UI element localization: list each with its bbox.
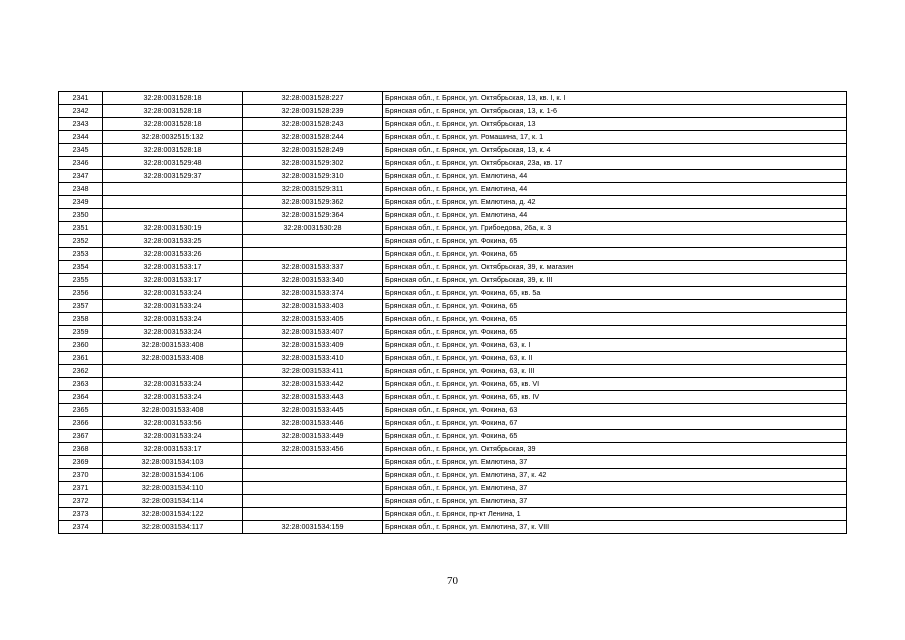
parcel-number-cell: 32:28:0031528:18 (103, 118, 243, 131)
parcel-number-cell: 32:28:0031530:19 (103, 222, 243, 235)
parcel-number-cell: 32:28:0031533:24 (103, 326, 243, 339)
object-number-cell: 32:28:0031528:239 (243, 105, 383, 118)
address-cell: Брянская обл., г. Брянск, ул. Фокина, 65, кв. IV (383, 391, 847, 404)
parcel-number-cell: 32:28:0031533:17 (103, 443, 243, 456)
table-row (59, 495, 847, 508)
table-row (59, 313, 847, 326)
address-cell: Брянская обл., г. Брянск, ул. Фокина, 65, кв. VI (383, 378, 847, 391)
row-number-cell: 2350 (59, 209, 103, 222)
table-body (59, 92, 847, 534)
object-number-cell: 32:28:0031533:403 (243, 300, 383, 313)
row-number-cell: 2374 (59, 521, 103, 534)
row-number-cell: 2372 (59, 495, 103, 508)
object-number-cell: 32:28:0031533:456 (243, 443, 383, 456)
parcel-number-cell: 32:28:0031534:114 (103, 495, 243, 508)
row-number-cell: 2356 (59, 287, 103, 300)
row-number-cell: 2345 (59, 144, 103, 157)
object-number-cell (243, 495, 383, 508)
object-number-cell: 32:28:0031533:374 (243, 287, 383, 300)
row-number-cell: 2353 (59, 248, 103, 261)
object-number-cell: 32:28:0031528:227 (243, 92, 383, 105)
row-number-cell: 2367 (59, 430, 103, 443)
object-number-cell: 32:28:0031533:445 (243, 404, 383, 417)
row-number-cell: 2357 (59, 300, 103, 313)
parcel-number-cell: 32:28:0031534:110 (103, 482, 243, 495)
row-number-cell: 2358 (59, 313, 103, 326)
parcel-number-cell: 32:28:0031534:122 (103, 508, 243, 521)
table-row (59, 443, 847, 456)
parcel-number-cell: 32:28:0031534:106 (103, 469, 243, 482)
parcel-number-cell (103, 196, 243, 209)
object-number-cell (243, 235, 383, 248)
parcel-number-cell: 32:28:0031533:17 (103, 261, 243, 274)
row-number-cell: 2360 (59, 339, 103, 352)
parcel-number-cell: 32:28:0031533:56 (103, 417, 243, 430)
parcel-number-cell: 32:28:0031528:18 (103, 92, 243, 105)
address-cell: Брянская обл., г. Брянск, ул. Фокина, 67 (383, 417, 847, 430)
address-cell: Брянская обл., г. Брянск, ул. Октябрьская, 39 (383, 443, 847, 456)
object-number-cell: 32:28:0031533:337 (243, 261, 383, 274)
address-cell: Брянская обл., г. Брянск, ул. Емлютина, 44 (383, 209, 847, 222)
parcel-number-cell: 32:28:0031533:25 (103, 235, 243, 248)
object-number-cell: 32:28:0031533:411 (243, 365, 383, 378)
row-number-cell: 2341 (59, 92, 103, 105)
table-row (59, 417, 847, 430)
object-number-cell: 32:28:0031528:243 (243, 118, 383, 131)
parcel-number-cell: 32:28:0031528:18 (103, 105, 243, 118)
table-row (59, 430, 847, 443)
object-number-cell: 32:28:0031528:244 (243, 131, 383, 144)
cadastral-table (58, 91, 847, 534)
address-cell: Брянская обл., г. Брянск, ул. Октябрьская, 13 (383, 118, 847, 131)
address-cell: Брянская обл., г. Брянск, ул. Фокина, 65 (383, 235, 847, 248)
row-number-cell: 2349 (59, 196, 103, 209)
parcel-number-cell: 32:28:0031533:408 (103, 339, 243, 352)
parcel-number-cell: 32:28:0031533:26 (103, 248, 243, 261)
address-cell: Брянская обл., г. Брянск, ул. Фокина, 65 (383, 313, 847, 326)
row-number-cell: 2359 (59, 326, 103, 339)
parcel-number-cell: 32:28:0031534:103 (103, 456, 243, 469)
object-number-cell: 32:28:0031533:407 (243, 326, 383, 339)
row-number-cell: 2365 (59, 404, 103, 417)
address-cell: Брянская обл., г. Брянск, пр-кт Ленина, 1 (383, 508, 847, 521)
parcel-number-cell: 32:28:0031533:24 (103, 287, 243, 300)
parcel-number-cell: 32:28:0031528:18 (103, 144, 243, 157)
table-row (59, 521, 847, 534)
address-cell: Брянская обл., г. Брянск, ул. Фокина, 65 (383, 430, 847, 443)
address-cell: Брянская обл., г. Брянск, ул. Фокина, 65 (383, 326, 847, 339)
parcel-number-cell: 32:28:0031533:17 (103, 274, 243, 287)
table-row (59, 105, 847, 118)
table-row (59, 508, 847, 521)
row-number-cell: 2354 (59, 261, 103, 274)
parcel-number-cell: 32:28:0031533:24 (103, 378, 243, 391)
table-row (59, 391, 847, 404)
address-cell: Брянская обл., г. Брянск, ул. Емлютина, 37 (383, 482, 847, 495)
table-row (59, 170, 847, 183)
table-row (59, 248, 847, 261)
address-cell: Брянская обл., г. Брянск, ул. Емлютина, 44 (383, 170, 847, 183)
address-cell: Брянская обл., г. Брянск, ул. Грибоедова, 26а, к. 3 (383, 222, 847, 235)
object-number-cell: 32:28:0031529:310 (243, 170, 383, 183)
address-cell: Брянская обл., г. Брянск, ул. Октябрьская, 13, кв. I, к. I (383, 92, 847, 105)
table-row (59, 183, 847, 196)
address-cell: Брянская обл., г. Брянск, ул. Фокина, 65 (383, 300, 847, 313)
table-row (59, 118, 847, 131)
parcel-number-cell: 32:28:0031533:408 (103, 352, 243, 365)
object-number-cell (243, 456, 383, 469)
object-number-cell: 32:28:0031533:443 (243, 391, 383, 404)
object-number-cell: 32:28:0031529:362 (243, 196, 383, 209)
parcel-number-cell: 32:28:0031533:408 (103, 404, 243, 417)
table-row (59, 404, 847, 417)
address-cell: Брянская обл., г. Брянск, ул. Фокина, 63, к. II (383, 352, 847, 365)
address-cell: Брянская обл., г. Брянск, ул. Фокина, 63, к. I (383, 339, 847, 352)
parcel-number-cell: 32:28:0032515:132 (103, 131, 243, 144)
parcel-number-cell (103, 209, 243, 222)
table-row (59, 196, 847, 209)
row-number-cell: 2364 (59, 391, 103, 404)
address-cell: Брянская обл., г. Брянск, ул. Емлютина, 37, к. 42 (383, 469, 847, 482)
object-number-cell (243, 469, 383, 482)
row-number-cell: 2361 (59, 352, 103, 365)
table-row (59, 300, 847, 313)
object-number-cell: 32:28:0031533:449 (243, 430, 383, 443)
address-cell: Брянская обл., г. Брянск, ул. Октябрьская, 13, к. 1-6 (383, 105, 847, 118)
table-row (59, 209, 847, 222)
row-number-cell: 2342 (59, 105, 103, 118)
object-number-cell: 32:28:0031529:311 (243, 183, 383, 196)
object-number-cell: 32:28:0031533:442 (243, 378, 383, 391)
table-row (59, 326, 847, 339)
parcel-number-cell: 32:28:0031529:37 (103, 170, 243, 183)
address-cell: Брянская обл., г. Брянск, ул. Емлютина, 37 (383, 495, 847, 508)
row-number-cell: 2346 (59, 157, 103, 170)
object-number-cell: 32:28:0031529:364 (243, 209, 383, 222)
parcel-number-cell: 32:28:0031529:48 (103, 157, 243, 170)
parcel-number-cell: 32:28:0031533:24 (103, 313, 243, 326)
row-number-cell: 2366 (59, 417, 103, 430)
address-cell: Брянская обл., г. Брянск, ул. Фокина, 65, кв. 5а (383, 287, 847, 300)
object-number-cell: 32:28:0031533:446 (243, 417, 383, 430)
row-number-cell: 2344 (59, 131, 103, 144)
row-number-cell: 2371 (59, 482, 103, 495)
address-cell: Брянская обл., г. Брянск, ул. Фокина, 63 (383, 404, 847, 417)
row-number-cell: 2370 (59, 469, 103, 482)
object-number-cell: 32:28:0031533:405 (243, 313, 383, 326)
address-cell: Брянская обл., г. Брянск, ул. Емлютина, 37, к. VIII (383, 521, 847, 534)
object-number-cell: 32:28:0031528:249 (243, 144, 383, 157)
parcel-number-cell: 32:28:0031533:24 (103, 430, 243, 443)
row-number-cell: 2373 (59, 508, 103, 521)
table-row (59, 92, 847, 105)
address-cell: Брянская обл., г. Брянск, ул. Емлютина, 44 (383, 183, 847, 196)
row-number-cell: 2355 (59, 274, 103, 287)
address-cell: Брянская обл., г. Брянск, ул. Октябрьская, 39, к. III (383, 274, 847, 287)
table-row (59, 352, 847, 365)
table-row (59, 235, 847, 248)
address-cell: Брянская обл., г. Брянск, ул. Емлютина, 37 (383, 456, 847, 469)
row-number-cell: 2351 (59, 222, 103, 235)
parcel-number-cell (103, 365, 243, 378)
parcel-number-cell (103, 183, 243, 196)
row-number-cell: 2348 (59, 183, 103, 196)
object-number-cell: 32:28:0031533:410 (243, 352, 383, 365)
table-row (59, 222, 847, 235)
row-number-cell: 2363 (59, 378, 103, 391)
object-number-cell (243, 508, 383, 521)
table-row (59, 287, 847, 300)
object-number-cell (243, 482, 383, 495)
table-row (59, 378, 847, 391)
table-row (59, 131, 847, 144)
table-row (59, 339, 847, 352)
address-cell: Брянская обл., г. Брянск, ул. Октябрьская, 23а, кв. 17 (383, 157, 847, 170)
table-row (59, 469, 847, 482)
table-row (59, 274, 847, 287)
object-number-cell: 32:28:0031534:159 (243, 521, 383, 534)
table-row (59, 157, 847, 170)
table-row (59, 456, 847, 469)
row-number-cell: 2352 (59, 235, 103, 248)
address-cell: Брянская обл., г. Брянск, ул. Октябрьская, 13, к. 4 (383, 144, 847, 157)
address-cell: Брянская обл., г. Брянск, ул. Ромашина, 17, к. 1 (383, 131, 847, 144)
table-row (59, 144, 847, 157)
address-cell: Брянская обл., г. Брянск, ул. Фокина, 63, к. III (383, 365, 847, 378)
parcel-number-cell: 32:28:0031533:24 (103, 300, 243, 313)
object-number-cell (243, 248, 383, 261)
object-number-cell: 32:28:0031530:28 (243, 222, 383, 235)
table-row (59, 365, 847, 378)
object-number-cell: 32:28:0031529:302 (243, 157, 383, 170)
object-number-cell: 32:28:0031533:340 (243, 274, 383, 287)
parcel-number-cell: 32:28:0031533:24 (103, 391, 243, 404)
row-number-cell: 2369 (59, 456, 103, 469)
page-number: 70 (447, 575, 458, 587)
table-row (59, 482, 847, 495)
row-number-cell: 2362 (59, 365, 103, 378)
parcel-number-cell: 32:28:0031534:117 (103, 521, 243, 534)
row-number-cell: 2347 (59, 170, 103, 183)
address-cell: Брянская обл., г. Брянск, ул. Емлютина, д. 42 (383, 196, 847, 209)
row-number-cell: 2343 (59, 118, 103, 131)
object-number-cell: 32:28:0031533:409 (243, 339, 383, 352)
row-number-cell: 2368 (59, 443, 103, 456)
table-row (59, 261, 847, 274)
address-cell: Брянская обл., г. Брянск, ул. Октябрьская, 39, к. магазин (383, 261, 847, 274)
address-cell: Брянская обл., г. Брянск, ул. Фокина, 65 (383, 248, 847, 261)
